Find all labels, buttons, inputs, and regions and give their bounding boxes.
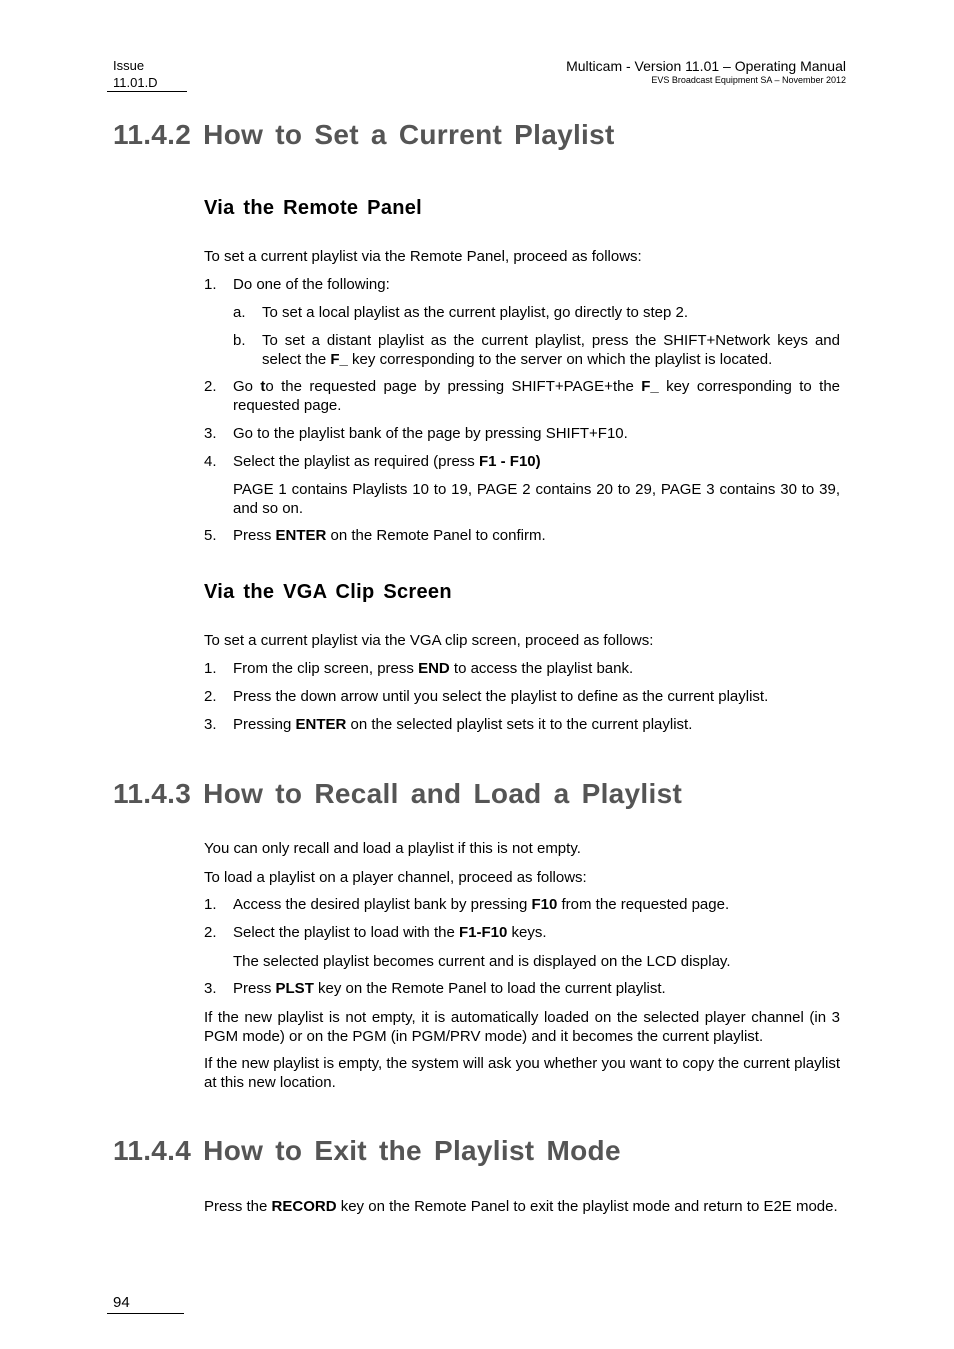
header-issue <box>113 57 158 91</box>
header-title <box>566 57 846 86</box>
manual-title: Multicam - Version 11.01 – Operating Manual <box>566 58 846 74</box>
footer-divider <box>107 1313 184 1314</box>
section-title-recall-load-playlist: 11.4.3 How to Recall and Load a Playlist <box>113 778 683 809</box>
paragraph: You can only recall and load a playlist if this is not empty. <box>204 840 581 857</box>
list-item: 5. Press ENTER on the Remote Panel to confirm. <box>204 527 546 544</box>
subsection-title-vga-clip-screen: Via the VGA Clip Screen <box>204 581 452 603</box>
list-item: 3. Press PLST key on the Remote Panel to load the current playlist. <box>204 980 666 997</box>
sub-list-item: b. To set a distant playlist as the current playlist, press the SHIFT+Network keys and select the F_ key corresponding to the server on which the playlist is located. <box>233 332 840 368</box>
list-item: 2. Select the playlist to load with the F1-F10 keys. <box>204 924 547 941</box>
paragraph: To set a current playlist via the Remote Panel, proceed as follows: <box>204 248 642 265</box>
subsection-title-remote-panel: Via the Remote Panel <box>204 197 423 219</box>
paragraph: To load a playlist on a player channel, proceed as follows: <box>204 869 587 886</box>
paragraph: To set a current playlist via the VGA clip screen, proceed as follows: <box>204 632 654 649</box>
list-item: 2. Go to the requested page by pressing SHIFT+PAGE+the F_ key corresponding to the requested page. <box>204 378 841 414</box>
page-number: 94 <box>113 1294 130 1311</box>
section-title-exit-playlist-mode: 11.4.4 How to Exit the Playlist Mode <box>113 1135 621 1166</box>
issue-label: Issue <box>113 58 145 73</box>
list-item: 1. Do one of the following: <box>204 276 390 293</box>
list-item: 3. Pressing ENTER on the selected playlist sets it to the current playlist. <box>204 716 693 733</box>
paragraph: Press the RECORD key on the Remote Panel to exit the playlist mode and return to E2E mode. <box>204 1198 838 1215</box>
list-item: 2. Press the down arrow until you select the playlist to define as the current playlist. <box>204 688 769 705</box>
header-divider <box>107 91 187 92</box>
sub-list-item: a. To set a local playlist as the current playlist, go directly to step 2. <box>233 304 689 321</box>
list-item: 4. Select the playlist as required (press F1 - F10) <box>204 453 541 470</box>
issue-number: 11.01.D <box>113 75 158 90</box>
paragraph: If the new playlist is not empty, it is automatically loaded on the selected player channel (in 3 PGM mode) or on the PGM (in PGM/PRV mode) and it becomes the current playlist. <box>204 1009 840 1045</box>
list-note: PAGE 1 contains Playlists 10 to 19, PAGE 2 contains 20 to 29, PAGE 3 contains 30 to 39, and so on. <box>233 481 840 517</box>
list-item: 3. Go to the playlist bank of the page by pressing SHIFT+F10. <box>204 425 628 442</box>
publisher: EVS Broadcast Equipment SA – November 2012 <box>651 75 846 85</box>
list-note: The selected playlist becomes current and is displayed on the LCD display. <box>233 953 731 970</box>
list-item: 1. From the clip screen, press END to access the playlist bank. <box>204 660 634 677</box>
paragraph: If the new playlist is empty, the system will ask you whether you want to copy the current playlist at this new location. <box>204 1055 840 1091</box>
list-item: 1. Access the desired playlist bank by pressing F10 from the requested page. <box>204 896 730 913</box>
section-title-set-current-playlist: 11.4.2 How to Set a Current Playlist <box>113 119 615 150</box>
